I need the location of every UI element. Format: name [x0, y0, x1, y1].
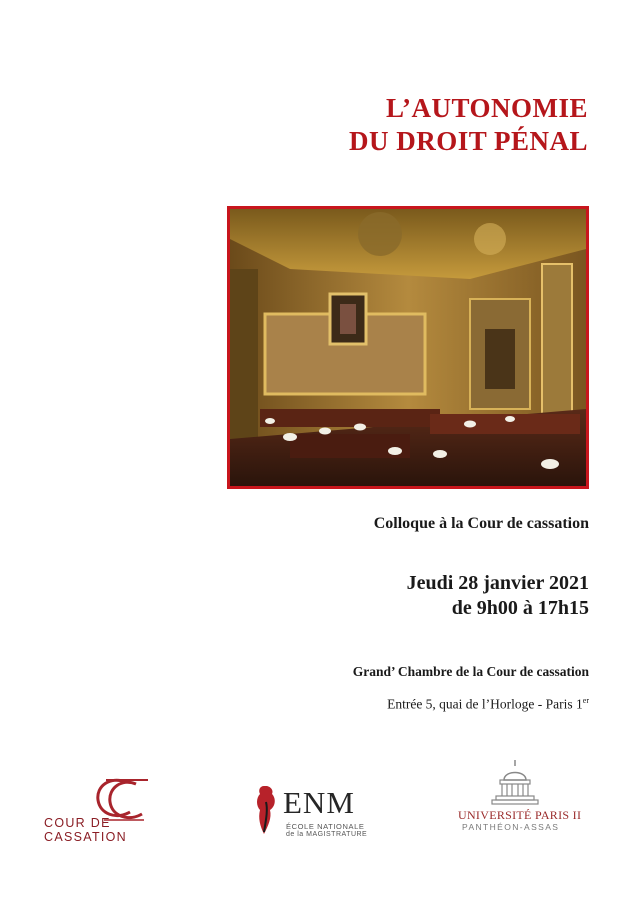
- date-line: Jeudi 28 janvier 2021: [406, 572, 589, 594]
- enm-wordmark: ENM: [283, 785, 355, 820]
- cour-de-cassation-label: COUR DE CASSATION: [44, 816, 128, 844]
- venue: Grand’ Chambre de la Cour de cassation: [352, 664, 589, 679]
- hours-line: de 9h00 à 17h15: [451, 597, 589, 619]
- address-superscript: er: [582, 696, 589, 705]
- address-text: Entrée 5, quai de l’Horloge - Paris 1: [387, 696, 583, 712]
- grand-chambre-photo: [227, 206, 589, 489]
- title-line-2: DU DROIT PÉNAL: [348, 126, 588, 156]
- title-line-1: L’AUTONOMIE: [385, 93, 588, 123]
- address: [387, 696, 589, 713]
- paris-2-line-1: UNIVERSITÉ PARIS II: [458, 808, 582, 822]
- paris-2-line-2: PANTHÉON-ASSAS: [462, 822, 560, 832]
- colloque-line: Colloque à la Cour de cassation: [373, 515, 589, 532]
- document-title: [349, 92, 588, 158]
- enm-logo: [250, 780, 390, 840]
- paris-2-logo: [440, 758, 590, 838]
- event-date: [407, 571, 589, 621]
- enm-figure-icon: [250, 780, 282, 838]
- cour-de-cassation-logo: [44, 772, 194, 844]
- enm-subtitle-line-2: de la MAGISTRATURE: [286, 831, 368, 838]
- enm-subtitle-line-1: ÉCOLE NATIONALE: [286, 822, 365, 831]
- pantheon-dome-icon: [440, 758, 590, 808]
